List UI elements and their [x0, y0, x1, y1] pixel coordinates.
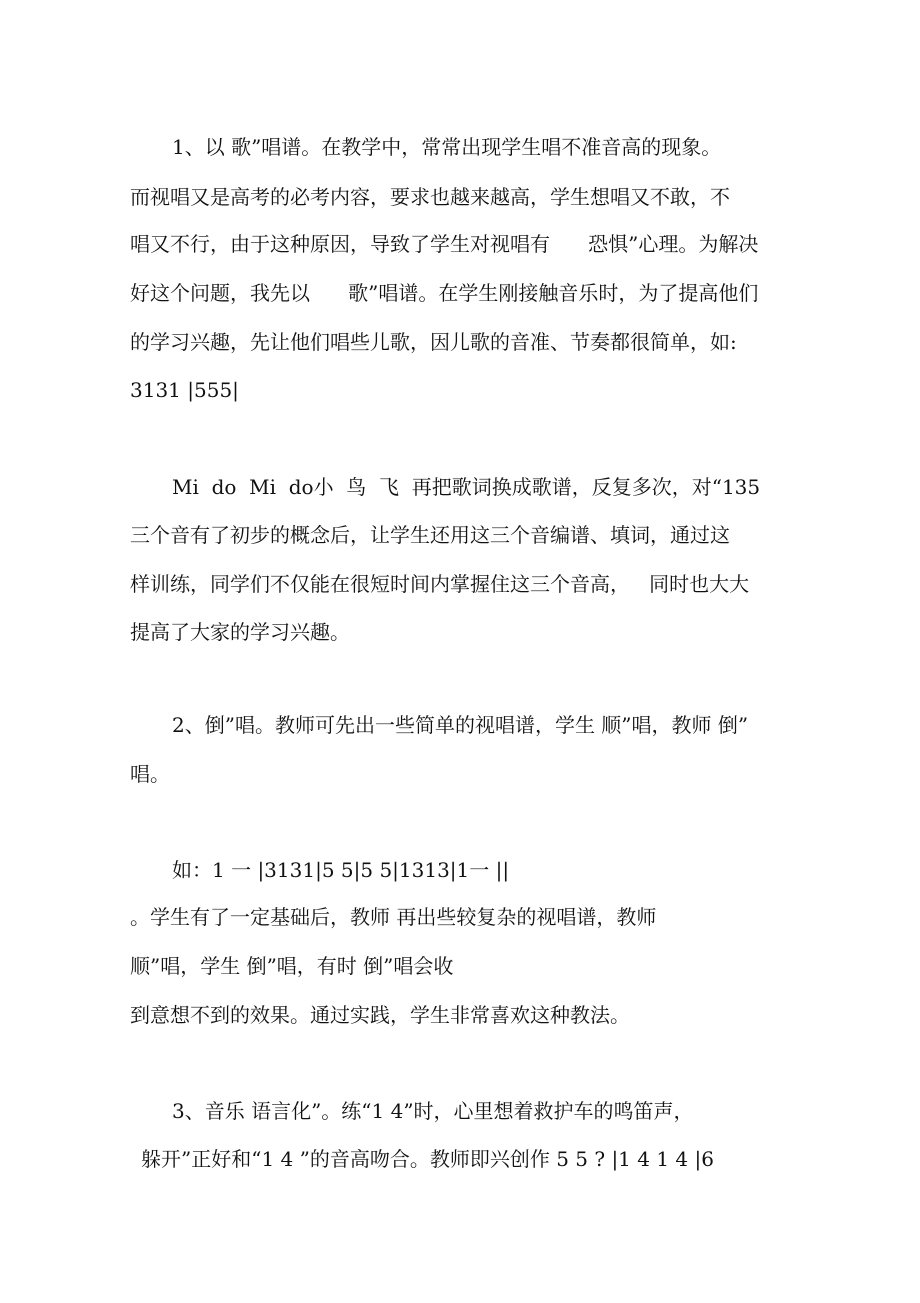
- paragraph-5-line-2: 躲开”正好和“1 4 ”的音高吻合。教师即兴创作 5 5 ? |1 4 1 4 |6: [141, 1147, 714, 1171]
- paragraph-1-line-3: 唱又不行，由于这种原因，导致了学生对视唱有 恐惧”心理。为解决: [130, 232, 759, 256]
- paragraph-3-line-1: 2、倒”唱。教师可先出一些简单的视唱谱，学生 顺”唱，教师 倒”: [172, 713, 749, 737]
- paragraph-1-line-1: 1、以 歌”唱谱。在教学中，常常出现学生唱不准音高的现象。: [172, 135, 722, 159]
- paragraph-1-line-2: 而视唱又是高考的必考内容，要求也越来越高，学生想唱又不敢，不: [130, 185, 730, 209]
- paragraph-3-line-2: 唱。: [130, 762, 170, 786]
- paragraph-4-line-2: 。学生有了一定基础后，教师 再出些较复杂的视唱谱，教师: [130, 905, 657, 929]
- paragraph-4-line-1: 如：1 一 |3131|5 5|5 5|1313|1一 ||: [172, 858, 510, 882]
- paragraph-2-line-1: Mi do Mi do小 鸟 飞 再把歌词换成歌谱，反复多次，对“135: [172, 475, 761, 499]
- paragraph-5-line-1: 3、音乐 语言化”。练“1 4”时，心里想着救护车的鸣笛声，: [172, 1099, 694, 1123]
- paragraph-4-line-4: 到意想不到的效果。通过实践，学生非常喜欢这种教法。: [130, 1003, 630, 1027]
- paragraph-2-line-4: 提高了大家的学习兴趣。: [130, 620, 350, 644]
- paragraph-4-line-3: 顺”唱，学生 倒”唱，有时 倒”唱会收: [130, 954, 454, 978]
- paragraph-2-line-2: 三个音有了初步的概念后，让学生还用这三个音编谱、填词，通过这: [130, 523, 730, 547]
- paragraph-1-line-4: 好这个问题，我先以 歌”唱谱。在学生刚接触音乐时，为了提高他们: [130, 281, 759, 305]
- paragraph-1-line-6: 3131 |555|: [130, 378, 239, 402]
- paragraph-2-line-3: 样训练，同学们不仅能在很短时间内掌握住这三个音高， 同时也大大: [130, 572, 750, 596]
- paragraph-1-line-5: 的学习兴趣，先让他们唱些儿歌，因儿歌的音准、节奏都很简单，如:: [130, 330, 737, 354]
